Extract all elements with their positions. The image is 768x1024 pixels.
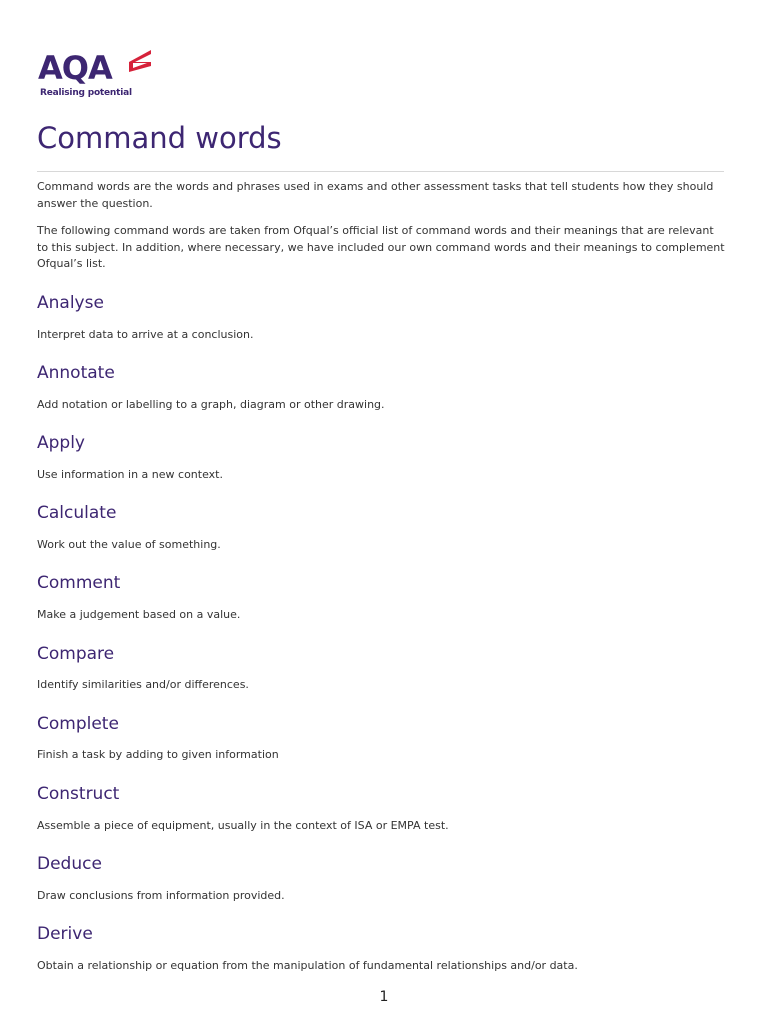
aqa-logo [38,46,168,102]
intro-paragraph: The following command words are taken from Ofqual’s official list of command words and their meanings that are relevant to this subject. In addition, where necessary, we have included our own command words and their meanings to complement Ofqual’s list. [37,224,725,270]
page-title: Command words [37,121,282,155]
command-word-heading: Comment [37,573,121,593]
command-word-definition: Draw conclusions from information provided. [37,889,285,902]
command-word-heading: Construct [37,784,120,804]
command-word-definition: Finish a task by adding to given information [37,748,279,761]
command-word-definition: Add notation or labelling to a graph, diagram or other drawing. [37,398,385,411]
intro-paragraph: Command words are the words and phrases used in exams and other assessment tasks that tell students how they should answer the question. [37,180,714,210]
title-divider [37,171,724,172]
command-word-heading: Annotate [37,363,115,383]
command-word-heading: Deduce [37,854,102,874]
command-word-definition: Interpret data to arrive at a conclusion. [37,328,254,341]
command-word-definition: Identify similarities and/or differences. [37,678,249,691]
command-word-heading: Compare [37,644,115,664]
logo-mark-icon [126,48,154,74]
command-word-definition: Use information in a new context. [37,468,223,481]
page-number: 1 [379,989,389,1005]
command-word-heading: Derive [37,924,93,944]
command-word-heading: Analyse [37,293,104,313]
command-word-heading: Calculate [37,503,117,523]
logo-wordmark: AQA [38,49,112,87]
command-word-heading: Complete [37,714,119,734]
command-word-definition: Obtain a relationship or equation from the manipulation of fundamental relationships and/or data. [37,959,578,972]
command-word-definition: Assemble a piece of equipment, usually in the context of ISA or EMPA test. [37,819,449,832]
command-word-heading: Apply [37,433,85,453]
logo-tagline: Realising potential [40,88,132,98]
command-word-definition: Make a judgement based on a value. [37,608,241,621]
command-word-definition: Work out the value of something. [37,538,221,551]
